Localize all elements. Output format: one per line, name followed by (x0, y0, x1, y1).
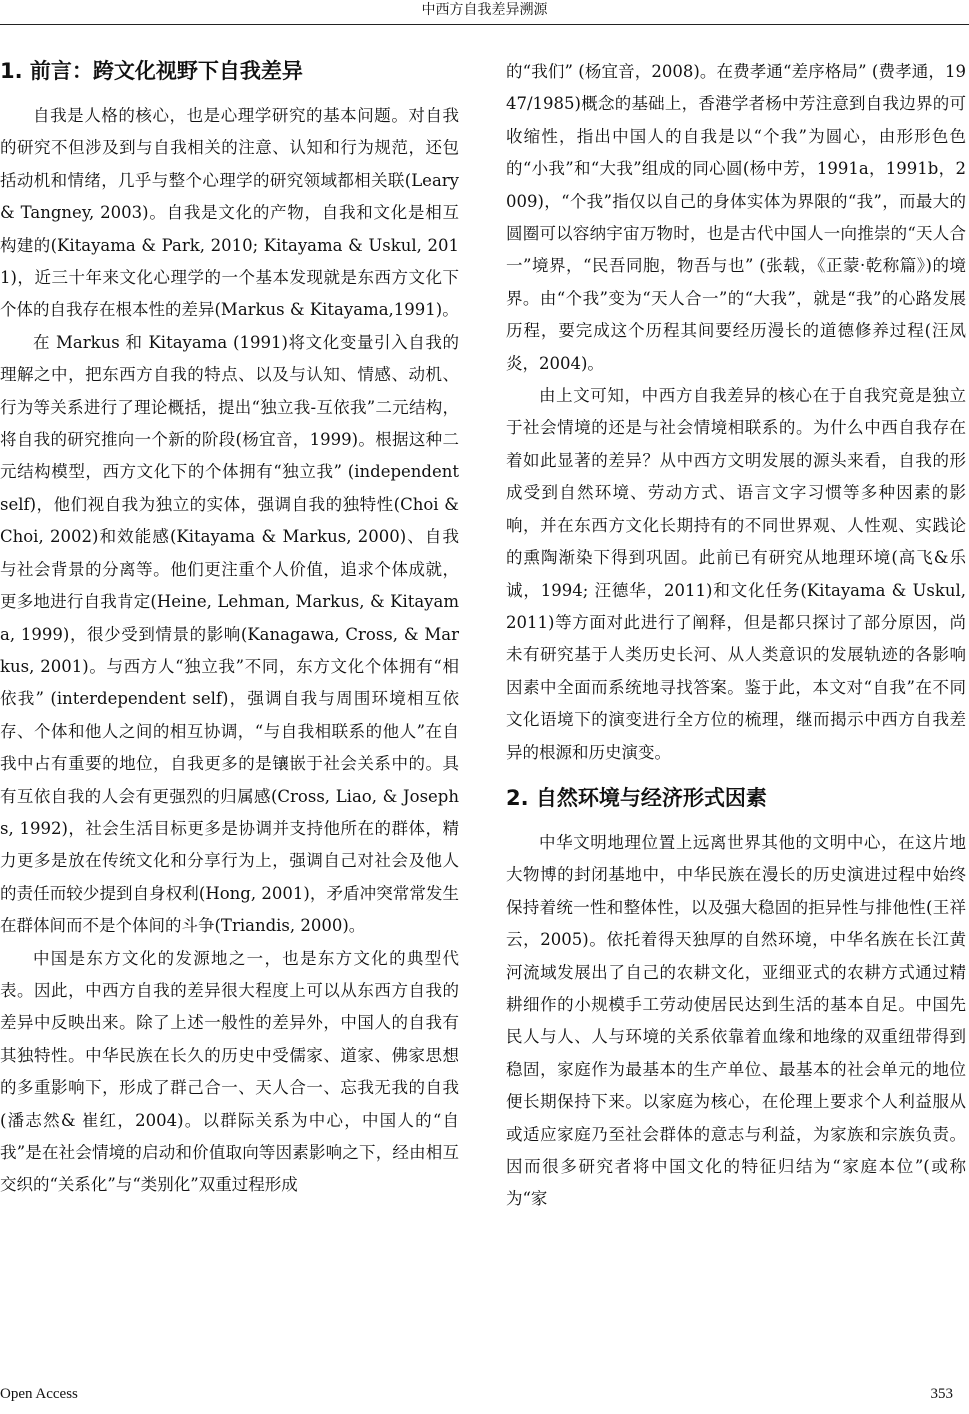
paragraph: 由上文可知，中西方自我差异的核心在于自我究竟是独立于社会情境的还是与社会情境相联系的。为什么中西自我存在着如此显著的差异？从中西方文明发展的源头来看，自我的形成受到自然环境、劳动方式、语言文字习惯等多种因素的影响，并在东西方文化长期持有的不同世界观、人性观、实践论的熏陶渐染下得到巩固。此前已有研究从地理环境(高飞&乐诚，1994; 汪德华，2011)和文化任务(Kitayama & Uskul, 2011)等方面对此进行了阐释，但是都只探讨了部分原因，尚未有研究基于人类历史长河、从人类意识的发展轨迹的各影响因素中全面而系统地寻找答案。鉴于此，本文对“自我”在不同文化语境下的演变进行全方位的梳理，继而揭示中西方自我差异的根源和历史演变。 (506, 386, 966, 762)
header-rule (0, 24, 969, 25)
left-column (0, 56, 459, 1366)
footer-publisher: Open Access (0, 1386, 78, 1402)
section-1-heading: 1. 前言：跨文化视野下自我差异 (0, 59, 303, 83)
right-column (506, 56, 966, 1366)
paragraph-continuation: 的“我们” (杨宜音，2008)。在费孝通“差序格局” (费孝通，1947/1985)概念的基础上，香港学者杨中芳注意到自我边界的可收缩性，指出中国人的自我是以“个我”为圆心，由形形色色的“小我”和“大我”组成的同心圆(杨中芳，1991a，1991b，2009)，“个我”指仅以自己的身体实体为界限的“我”，而最大的圆圈可以容纳宇宙万物时，也是古代中国人一向推崇的“天人合一”境界，“民吾同胞，物吾与也” (张载，《正蒙·乾称篇》)的境界。由“个我”变为“天人合一”的“大我”，就是“我”的心路发展历程，要完成这个历程其间要经历漫长的道德修养过程(汪凤炎，2004)。 (506, 62, 966, 373)
section-2-heading: 2. 自然环境与经济形式因素 (506, 785, 767, 810)
paragraph: 中华文明地理位置上远离世界其他的文明中心，在这片地大物博的封闭基地中，中华民族在漫长的历史演进过程中始终保持着统一性和整体性，以及强大稳固的拒异性与排他性(王祥云，2005)。依托着得天独厚的自然环境，中华名族在长江黄河流域发展出了自己的农耕文化，亚细亚式的农耕方式通过精耕细作的小规模手工劳动使居民达到生活的基本自足。中国先民人与人、人与环境的关系依靠着血缘和地缘的双重纽带得到稳固，家庭作为最基本的生产单位、最基本的社会单元的地位便长期保持下来。以家庭为核心，在伦理上要求个人利益服从或适应家庭乃至社会群体的意志与利益，为家族和宗族负责。因而很多研究者将中国文化的特征归结为“家庭本位”(或称为“家 (506, 832, 966, 1209)
page-number: 353 (930, 1386, 953, 1402)
running-title: 中西方自我差异溯源 (421, 2, 548, 18)
paragraph: 在 Markus 和 Kitayama (1991)将文化变量引入自我的理解之中，把东西方自我的特点、以及与认知、情感、动机、行为等关系进行了理论概括，提出“独立我-互依我”二元结构，将自我的研究推向一个新的阶段(杨宜音，1999)。根据这种二元结构模型，西方文化下的个体拥有“独立我” (independent self)，他们视自我为独立的实体，强调自我的独特性(Choi & Choi, 2002)和效能感(Kitayama & Markus, 2000)、自我与社会背景的分离等。他们更注重个人价值，追求个体成就，更多地进行自我肯定(Heine, Lehman, Markus, & Kitayama, 1999)，很少受到情景的影响(Kanagawa, Cross, & Markus, 2001)。与西方人“独立我”不同，东方文化个体拥有“相依我” (interdependent self)，强调自我与周围环境相互依存、个体和他人之间的相互协调，“与自我相联系的他人”在自我中占有重要的地位，自我更多的是镶嵌于社会关系中的。具有互依自我的人会有更强烈的归属感(Cross, Liao, & Josephs, 1992)，社会生活目标更多是协调并支持他所在的群体，精力更多是放在传统文化和分享行为上，强调自己对社会及他人的责任而较少提到自身权利(Hong, 2001)，矛盾冲突常常发生在群体间而不是个体间的斗争(Triandis, 2000)。 (0, 332, 459, 936)
paragraph: 中国是东方文化的发源地之一，也是东方文化的典型代表。因此，中西方自我的差异很大程度上可以从东西方自我的差异中反映出来。除了上述一般性的差异外，中国人的自我有其独特性。中华民族在长久的历史中受儒家、道家、佛家思想的多重影响下，形成了群己合一、天人合一、忘我无我的自我(潘志然& 崔红，2004)。以群际关系为中心，中国人的“自我”是在社会情境的启动和价值取向等因素影响之下，经由相互交织的“关系化”与“类别化”双重过程形成 (0, 948, 459, 1195)
paragraph: 自我是人格的核心，也是心理学研究的基本问题。对自我的研究不但涉及到与自我相关的注意、认知和行为规范，还包括动机和情绪，几乎与整个心理学的研究领域都相关联(Leary & Tangney, 2003)。自我是文化的产物，自我和文化是相互构建的(Kitayama & Park, 2010; Kitayama & Uskul, 2011)，近三十年来文化心理学的一个基本发现就是东西方文化下个体的自我存在根本性的差异(Markus & Kitayama,1991)。 (0, 106, 459, 320)
